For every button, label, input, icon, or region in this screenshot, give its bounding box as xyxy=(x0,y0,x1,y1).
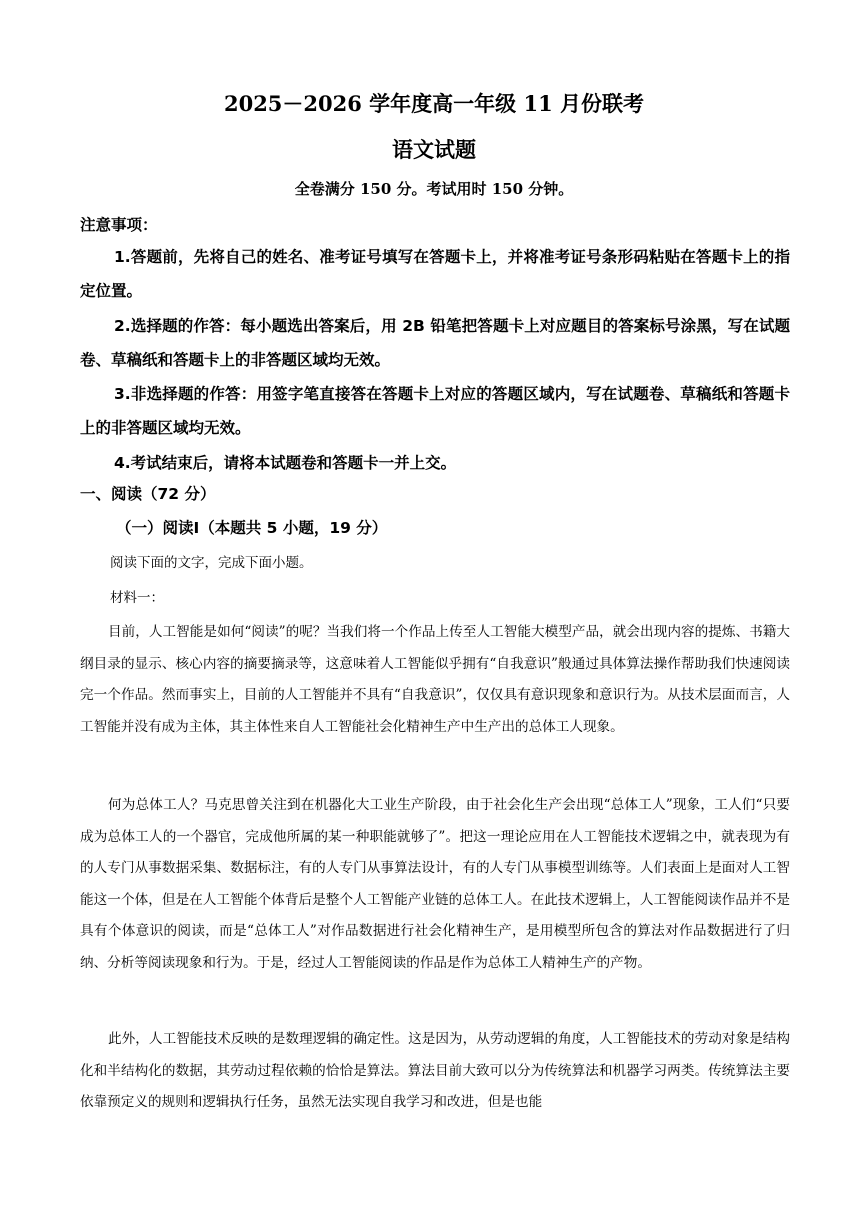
notice-heading: 注意事项： xyxy=(80,216,158,234)
notice-item-2: 2.选择题的作答：每小题选出答案后，用 2B 铅笔把答题卡上对应题目的答案标号涂黑，写在试题卷、草稿纸和答题卡上的非答题区域均无效。 xyxy=(80,317,790,369)
reading-instruction: 阅读下面的文字，完成下面小题。 xyxy=(110,555,313,571)
notice-item-4: 4.考试结束后，请将本试题卷和答题卡一并上交。 xyxy=(114,454,457,472)
passage-paragraph: 此外，人工智能技术反映的是数理逻辑的确定性。这是因为，从劳动逻辑的角度，人工智能技术的劳动对象是结构化和半结构化的数据，其劳动过程依赖的恰恰是算法。算法目前大致可以分为传统算法和机器学习两类。传统算法主要依靠预定义的规则和逻辑执行任务，虽然无法实现自我学习和改进，但是也能 xyxy=(80,1031,790,1110)
passage-paragraph: 何为总体工人？马克思曾关注到在机器化大工业生产阶段，由于社会化生产会出现“总体工人”现象，工人们“只要成为总体工人的一个器官，完成他所属的某一种职能就够了”。把这一理论应用在人工智能技术逻辑之中，就表现为有的人专门从事数据采集、数据标注，有的人专门从事算法设计，有的人专门从事模型训练等。人们表面上是面对人工智能这一个体，但是在人工智能个体背后是整个人工智能产业链的总体工人。在此技术逻辑上，人工智能阅读作品并不是具有个体意识的阅读，而是“总体工人”对作品数据进行社会化精神生产，是用模型所包含的算法对作品数据进行了归纳、分析等阅读现象和行为。于是，经过人工智能阅读的作品是作为总体工人精神生产的产物。 xyxy=(80,797,790,971)
part-title: 一、阅读（72 分） xyxy=(80,485,216,503)
notice-item-1: 1.答题前，先将自己的姓名、准考证号填写在答题卡上，并将准考证号条形码粘贴在答题卡上的指定位置。 xyxy=(80,248,790,300)
sub-section-title: （一）阅读Ⅰ（本题共 5 小题，19 分） xyxy=(116,519,388,537)
exam-title: 2025－2026 学年度高一年级 11 月份联考 xyxy=(223,91,645,116)
exam-info: 全卷满分 150 分。考试用时 150 分钟。 xyxy=(294,180,574,198)
notice-item-3: 3.非选择题的作答：用签字笔直接答在答题卡上对应的答题区域内，写在试题卷、草稿纸和答题卡上的非答题区域均无效。 xyxy=(80,385,790,437)
passage-paragraph: 目前，人工智能是如何“阅读”的呢？当我们将一个作品上传至人工智能大模型产品，就会出现内容的提炼、书籍大纲目录的显示、核心内容的摘要摘录等，这意味着人工智能似乎拥有“自我意识”般通过具体算法操作帮助我们快速阅读完一个作品。然而事实上，目前的人工智能并不具有“自我意识”，仅仅具有意识现象和意识行为。从技术层面而言，人工智能并没有成为主体，其主体性来自人工智能社会化精神生产中生产出的总体工人现象。 xyxy=(80,624,790,735)
subject-title: 语文试题 xyxy=(392,137,476,162)
material-label: 材料一： xyxy=(110,590,164,606)
